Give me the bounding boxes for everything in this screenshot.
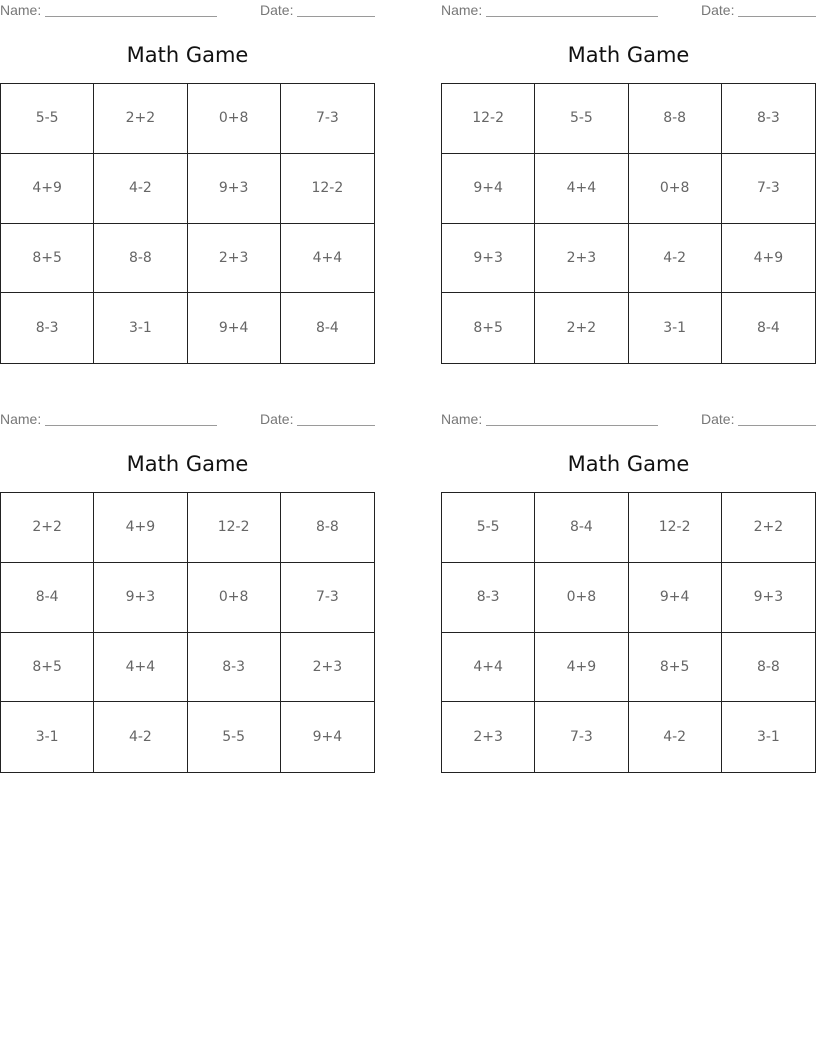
name-blank-line[interactable]	[486, 425, 658, 426]
grid-cell: 3-1	[756, 729, 780, 746]
grid-cell: 8+5	[1, 224, 94, 294]
grid-cell: 5-5	[1, 84, 94, 154]
grid-cell: 12-2	[442, 84, 535, 154]
grid-cell: 9+3	[94, 563, 187, 633]
bingo-grid	[441, 83, 816, 364]
name-label: Name:	[441, 411, 483, 427]
grid-cell: 8-3	[1, 293, 94, 363]
grid-cell: 8-3	[188, 633, 281, 703]
name-label: Name:	[441, 2, 483, 18]
grid-cell: 7-3	[281, 84, 374, 154]
name-blank-line[interactable]	[486, 16, 658, 17]
grid-cell: 9+4	[188, 293, 281, 363]
grid-cell: 8-4	[315, 320, 339, 337]
grid-cell: 9+4	[442, 154, 535, 224]
grid-cell: 2+2	[722, 493, 815, 563]
grid-cell: 8-8	[722, 633, 815, 703]
grid-cell: 0+8	[629, 154, 722, 224]
date-blank-line[interactable]	[297, 425, 375, 426]
grid-cell: 5-5	[442, 493, 535, 563]
bingo-grid	[0, 83, 375, 364]
date-label: Date:	[260, 411, 294, 427]
grid-cell: 0+8	[188, 563, 281, 633]
grid-cell: 4+9	[1, 154, 94, 224]
bingo-grid	[0, 492, 375, 773]
grid-cell: 2+3	[535, 224, 628, 294]
date-blank-line[interactable]	[297, 16, 375, 17]
grid-cell: 4+4	[535, 154, 628, 224]
grid-cell: 4-2	[629, 224, 722, 294]
card-title: Math Game	[126, 452, 249, 476]
grid-cell: 7-3	[722, 154, 815, 224]
name-blank-line[interactable]	[45, 16, 217, 17]
card-title: Math Game	[126, 43, 249, 67]
grid-cell: 3-1	[94, 293, 187, 363]
grid-cell: 2+2	[535, 293, 628, 363]
name-blank-line[interactable]	[45, 425, 217, 426]
grid-cell: 5-5	[535, 84, 628, 154]
grid-cell: 3-1	[629, 293, 722, 363]
grid-cell: 4-2	[94, 702, 187, 772]
grid-cell: 12-2	[629, 493, 722, 563]
name-label: Name:	[0, 2, 42, 18]
grid-cell: 2+3	[281, 633, 374, 703]
grid-cell: 4-2	[94, 154, 187, 224]
date-label: Date:	[260, 2, 294, 18]
grid-cell: 8+5	[442, 293, 535, 363]
grid-cell: 8+5	[629, 633, 722, 703]
bingo-card	[0, 0, 375, 365]
card-header	[0, 409, 375, 431]
grid-cell: 2+3	[188, 224, 281, 294]
bingo-card	[0, 409, 375, 774]
card-header	[0, 0, 375, 22]
grid-cell: 8-8	[281, 493, 374, 563]
grid-cell: 5-5	[188, 702, 281, 772]
bingo-grid	[441, 492, 816, 773]
grid-cell: 8-8	[94, 224, 187, 294]
grid-cell: 8-3	[442, 563, 535, 633]
card-title: Math Game	[567, 43, 690, 67]
grid-cell: 8-4	[535, 493, 628, 563]
card-header	[441, 0, 816, 22]
grid-cell: 9+4	[629, 563, 722, 633]
grid-cell: 9+3	[188, 154, 281, 224]
grid-cell: 4+4	[94, 633, 187, 703]
grid-cell: 7-3	[281, 563, 374, 633]
card-header	[441, 409, 816, 431]
date-label: Date:	[701, 2, 735, 18]
grid-cell: 12-2	[281, 154, 374, 224]
grid-cell: 8-8	[629, 84, 722, 154]
grid-cell: 9+3	[442, 224, 535, 294]
grid-cell: 0+8	[535, 563, 628, 633]
grid-cell: 4-2	[629, 702, 722, 772]
grid-cell: 8-3	[722, 84, 815, 154]
grid-cell: 4+4	[442, 633, 535, 703]
grid-cell: 7-3	[535, 702, 628, 772]
date-blank-line[interactable]	[738, 425, 816, 426]
grid-cell: 9+3	[722, 563, 815, 633]
grid-cell: 2+3	[442, 702, 535, 772]
bingo-card	[441, 0, 816, 365]
grid-cell: 3-1	[1, 702, 94, 772]
grid-cell: 4+4	[281, 224, 374, 294]
grid-cell: 8-4	[756, 320, 780, 337]
grid-cell: 0+8	[188, 84, 281, 154]
grid-cell: 2+2	[1, 493, 94, 563]
grid-cell: 8+5	[1, 633, 94, 703]
date-label: Date:	[701, 411, 735, 427]
grid-cell: 8-4	[1, 563, 94, 633]
grid-cell: 9+4	[312, 729, 343, 746]
date-blank-line[interactable]	[738, 16, 816, 17]
grid-cell: 4+9	[94, 493, 187, 563]
grid-cell: 4+9	[722, 224, 815, 294]
name-label: Name:	[0, 411, 42, 427]
grid-cell: 12-2	[188, 493, 281, 563]
grid-cell: 2+2	[94, 84, 187, 154]
card-title: Math Game	[567, 452, 690, 476]
grid-cell: 4+9	[535, 633, 628, 703]
bingo-card	[441, 409, 816, 774]
